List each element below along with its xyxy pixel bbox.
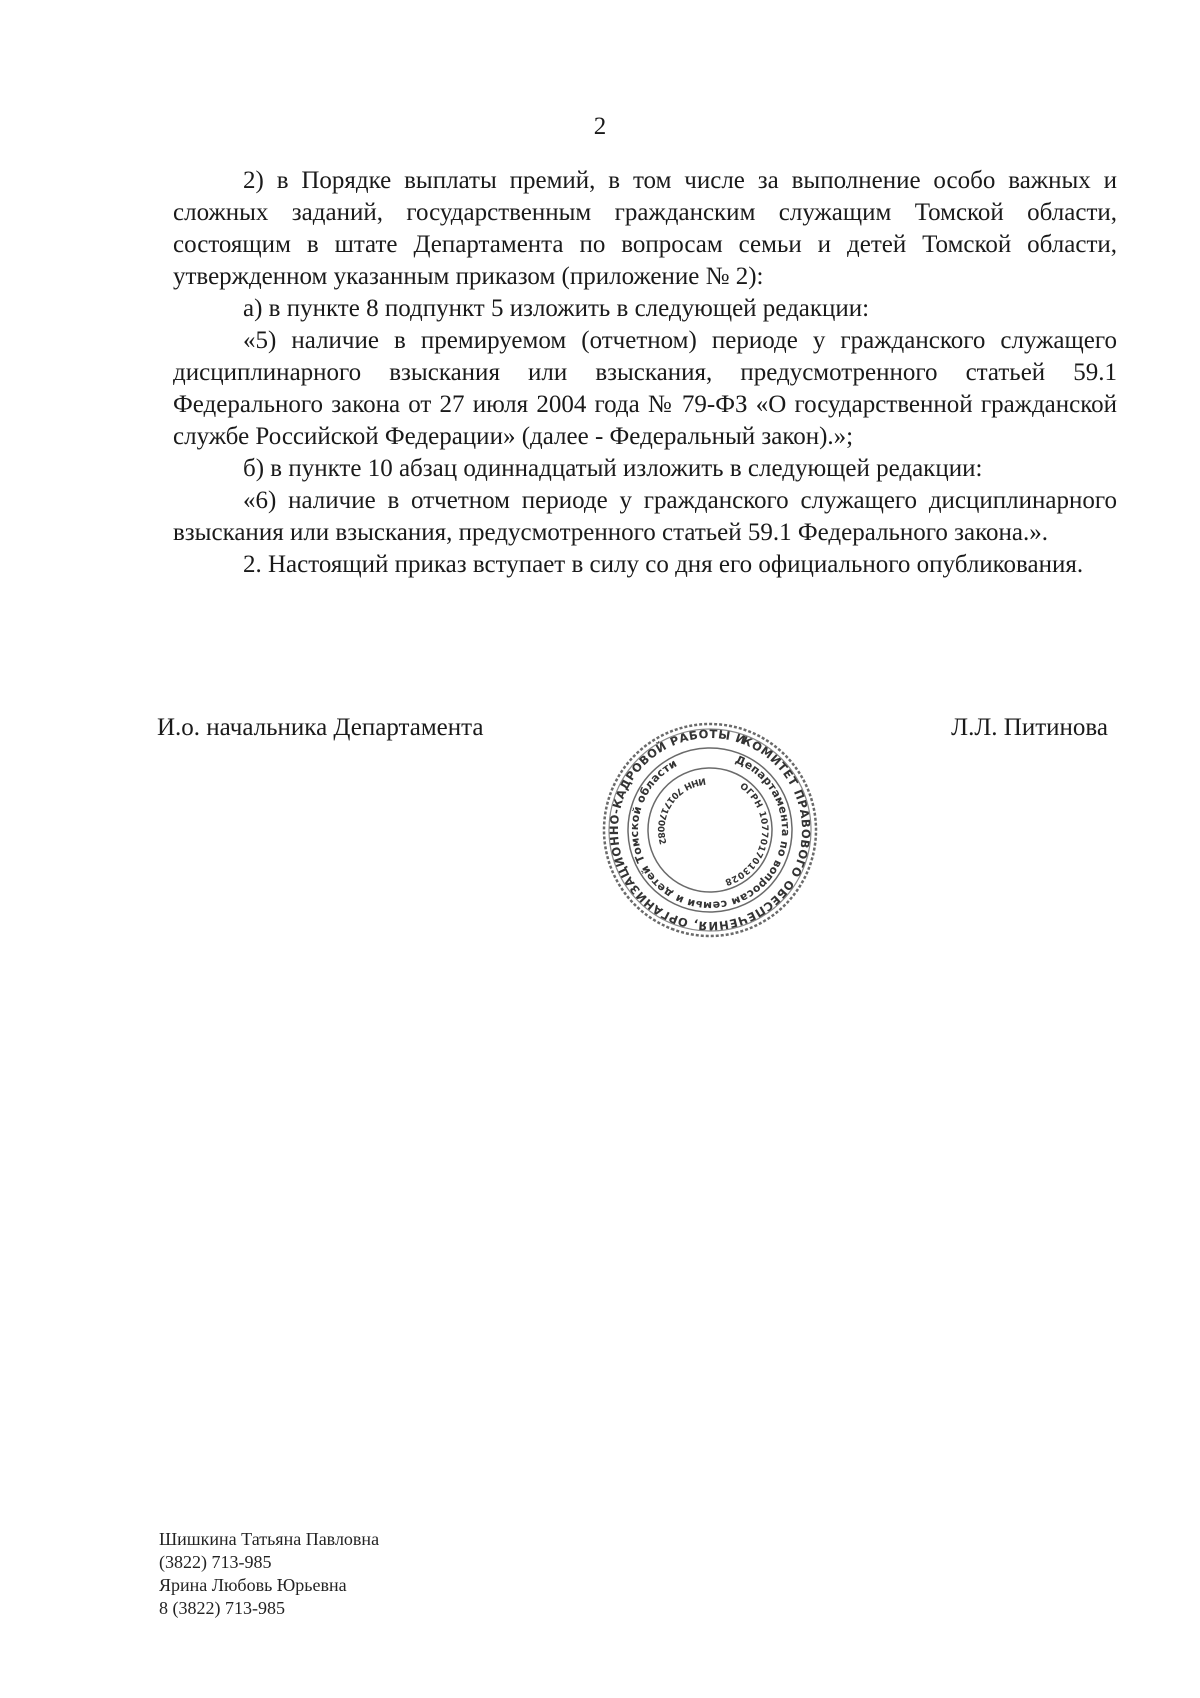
page-number: 2 bbox=[593, 113, 607, 140]
stamp-ogrn-text: ОГРН 1077017013028 bbox=[723, 781, 770, 887]
paragraph-subitem-b: б) в пункте 10 абзац одиннадцатый изложить в следующей редакции: bbox=[243, 455, 983, 482]
signatory-title: И.о. начальника Департамента bbox=[157, 714, 484, 741]
stamp-inn-text: ИНН 7017170082 bbox=[654, 775, 707, 847]
stamp-middle-text: Департамента по вопросам семьи и детей Томской области bbox=[627, 753, 793, 913]
executor-phone-2: 8 (3822) 713-985 bbox=[159, 1598, 285, 1618]
signatory-name: Л.Л. Питинова bbox=[951, 714, 1108, 741]
paragraph-subitem-b-text: «6) наличие в отчетном периоде у гражданского служащего дисциплинарного взыскания или взыскания, предусмотренного статьей 59.1 Федерального закона.». bbox=[173, 487, 1117, 546]
paragraph-effective-date: 2. Настоящий приказ вступает в силу со дня его официального опубликования. bbox=[243, 551, 1084, 578]
executor-name-2: Ярина Любовь Юрьевна bbox=[159, 1575, 347, 1595]
paragraph-subitem-a-text: «5) наличие в премируемом (отчетном) периоде у гражданского служащего дисциплинарного взыскания или взыскания, предусмотренного статьей 59.1 Федерального закона от 27 июля 2004 года № 79-ФЗ «О государственной гражданской службе Российской Федерации» (далее - Федеральный закон).»; bbox=[173, 327, 1117, 450]
executor-name: Шишкина Татьяна Павловна bbox=[159, 1529, 380, 1549]
stamp-outer-text: КОМИТЕТ ПРАВОВОГО ОБЕСПЕЧЕНИЯ, ОРГАНИЗАЦИОННО-КАДРОВОЙ РАБОТЫ И bbox=[606, 726, 814, 934]
executor-phone: (3822) 713-985 bbox=[159, 1552, 272, 1572]
document-body bbox=[173, 165, 1117, 581]
official-seal-stamp bbox=[600, 720, 820, 940]
executor-contacts bbox=[159, 1528, 659, 1620]
paragraph-subitem-a: а) в пункте 8 подпункт 5 изложить в следующей редакции: bbox=[243, 295, 870, 322]
paragraph-item-2: 2) в Порядке выплаты премий, в том числе за выполнение особо важных и сложных заданий, государственным гражданским служащим Томской области, состоящим в штате Департамента по вопросам семьи и детей Томской области, утвержденном указанным приказом (приложение № 2): bbox=[173, 167, 1117, 290]
